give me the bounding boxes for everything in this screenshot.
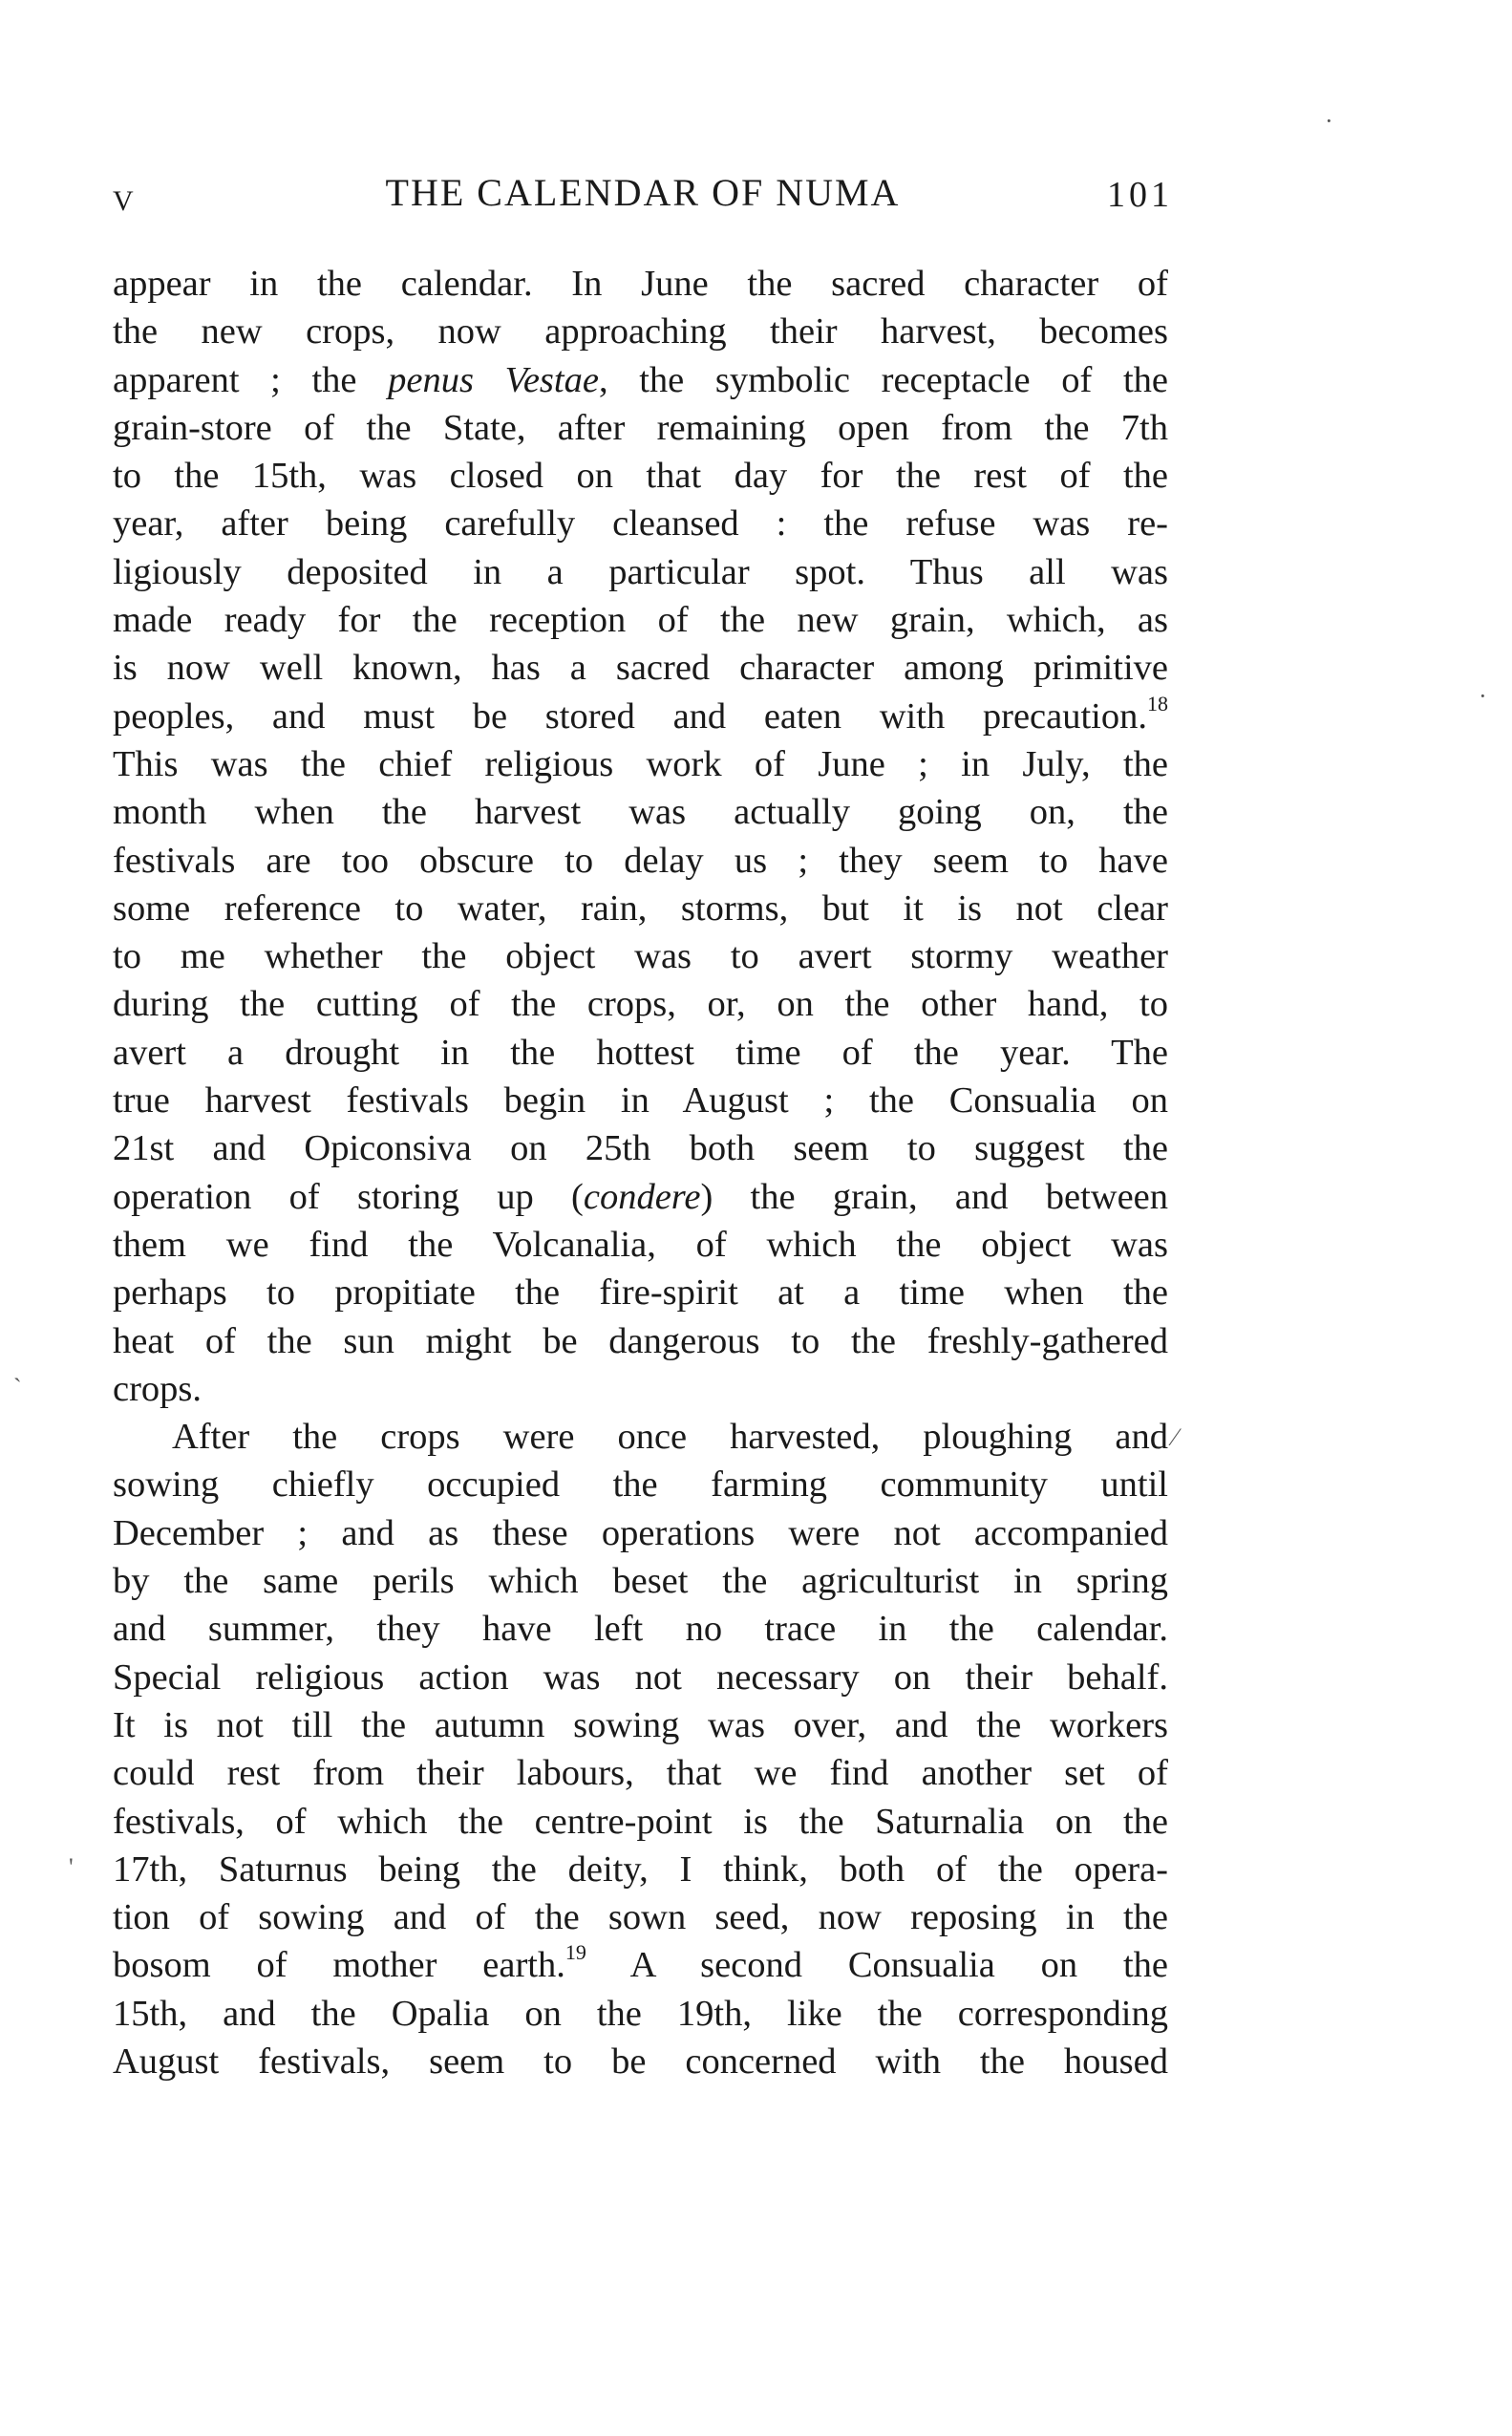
text-line: festivals, of which the centre-point is the Saturnalia on the [113, 1801, 1168, 1842]
running-head [113, 170, 1173, 227]
text-run: operation of storing up ( [113, 1176, 584, 1217]
text-line: ligiously deposited in a particular spot. Thus all was [113, 551, 1168, 592]
text-line: grain-store of the State, after remaining open from the 7th [113, 407, 1168, 448]
text-run: peoples, and must be stored and eaten with precaution. [113, 695, 1147, 737]
text-line: month when the harvest was actually going on, the [113, 792, 1168, 833]
text-line: avert a drought in the hottest time of the year. The [113, 1032, 1168, 1073]
text-line: them we find the Volcanalia, of which the object was [113, 1224, 1168, 1265]
text-line: crops. [113, 1368, 202, 1409]
text-line [113, 693, 1168, 740]
text-run: A second Consualia on the [586, 1945, 1169, 1986]
text-line: true harvest festivals begin in August ; the Consualia on [113, 1080, 1168, 1122]
text-line: could rest from their labours, that we find another set of [113, 1753, 1168, 1794]
text-line: December ; and as these operations were not accompanied [113, 1512, 1168, 1553]
text-line: appear in the calendar. In June the sacred character of [113, 264, 1168, 304]
text-line: the new crops, now approaching their harvest, becomes [113, 311, 1168, 353]
page-number: 101 [1107, 175, 1173, 215]
italic-term: condere [583, 1176, 701, 1217]
stray-mark: ' [69, 1853, 74, 1881]
text-line: made ready for the reception of the new grain, which, as [113, 600, 1168, 641]
stray-mark: · [1325, 107, 1333, 135]
text-line [113, 1941, 1168, 1989]
body-text [113, 260, 1168, 2085]
stray-mark: ` [13, 1374, 22, 1401]
stray-mark: · [1479, 682, 1487, 710]
text-line: After the crops were once harvested, ploughing and [172, 1417, 1168, 1458]
text-run: apparent ; the [113, 359, 389, 400]
text-run: , the symbolic receptacle of the [598, 359, 1168, 400]
text-line: to me whether the object was to avert stormy weather [113, 936, 1168, 977]
footnote-reference[interactable]: 18 [1147, 691, 1168, 716]
running-title: THE CALENDAR OF NUMA [385, 171, 901, 214]
text-line: 17th, Saturnus being the deity, I think, both of the opera- [113, 1848, 1168, 1890]
italic-term: penus Vestae [388, 359, 599, 400]
text-line: Special religious action was not necessary on their behalf. [113, 1656, 1168, 1698]
text-run: bosom of mother earth. [113, 1945, 565, 1986]
text-line: year, after being carefully cleansed : the refuse was re- [113, 503, 1168, 545]
text-line: heat of the sun might be dangerous to the freshly-gathered [113, 1320, 1168, 1361]
text-line: festivals are too obscure to delay us ; they seem to have [113, 840, 1168, 881]
margin-tick-mark: ⁄ [1173, 1423, 1178, 1451]
text-line [113, 356, 1168, 404]
text-line: some reference to water, rain, storms, but it is not clear [113, 887, 1168, 929]
text-line: 21st and Opiconsiva on 25th both seem to suggest the [113, 1128, 1168, 1169]
footnote-reference[interactable]: 19 [564, 1940, 586, 1965]
text-line: during the cutting of the crops, or, on the other hand, to [113, 984, 1168, 1025]
text-line: August festivals, seem to be concerned with the housed [113, 2041, 1168, 2082]
text-run: ) the grain, and between [700, 1176, 1168, 1217]
text-line: perhaps to propitiate the fire-spirit at a time when the [113, 1272, 1168, 1314]
text-line: is now well known, has a sacred character among primitive [113, 648, 1168, 689]
text-line: This was the chief religious work of June ; in July, the [113, 743, 1168, 784]
chapter-number: V [113, 185, 135, 217]
text-line [113, 1173, 1168, 1221]
text-line: and summer, they have left no trace in the calendar. [113, 1609, 1168, 1650]
text-line: by the same perils which beset the agriculturist in spring [113, 1561, 1168, 1602]
text-line: to the 15th, was closed on that day for the rest of the [113, 456, 1168, 497]
text-line: sowing chiefly occupied the farming community until [113, 1464, 1168, 1506]
text-line: 15th, and the Opalia on the 19th, like the corresponding [113, 1993, 1168, 2034]
text-line: tion of sowing and of the sown seed, now reposing in the [113, 1897, 1168, 1938]
text-line: It is not till the autumn sowing was over, and the workers [113, 1704, 1168, 1745]
